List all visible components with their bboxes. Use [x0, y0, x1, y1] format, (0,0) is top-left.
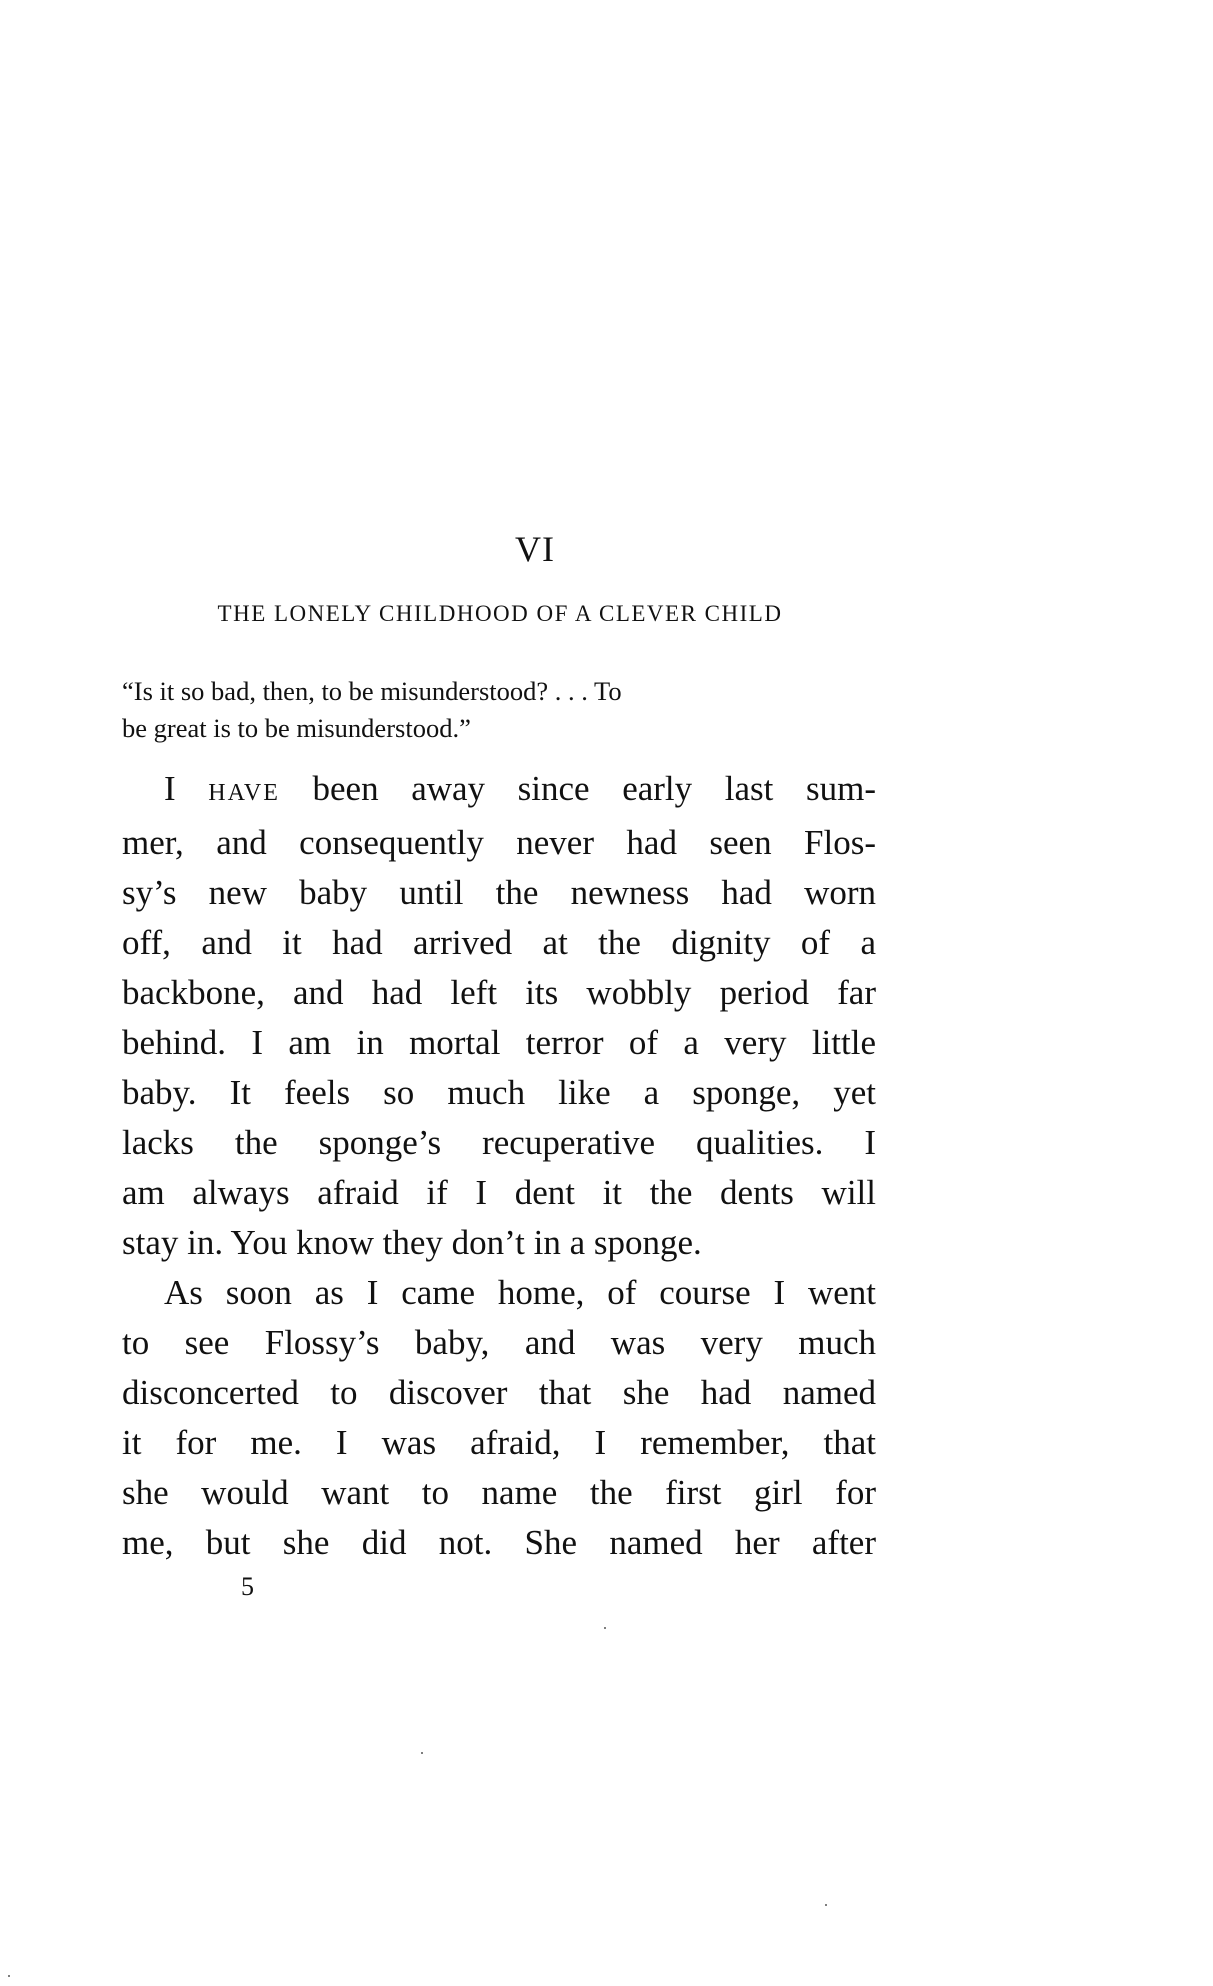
- body-line: behind. I am in mortal terror of a very little: [122, 1023, 876, 1062]
- body-line: baby. It feels so much like a sponge, yet: [122, 1073, 876, 1112]
- body-line: stay in. You know they don’t in a sponge.: [122, 1223, 702, 1262]
- epigraph-line: be great is to be misunderstood.”: [122, 713, 471, 743]
- opening-word: I: [164, 769, 176, 808]
- chapter-number: VI: [515, 529, 555, 569]
- body-line: she would want to name the first girl for: [122, 1473, 876, 1512]
- first-line-rest: been away since early last sum-: [312, 769, 877, 808]
- scan-speck: [8, 1975, 10, 1977]
- opening-smallcaps: HAVE: [208, 780, 280, 806]
- body-line: [122, 764, 876, 818]
- body-text: [122, 764, 876, 1568]
- body-line: am always afraid if I dent it the dents will: [122, 1173, 876, 1212]
- epigraph: [122, 673, 874, 747]
- page-number: 5: [241, 1572, 254, 1601]
- body-line: backbone, and had left its wobbly period far: [122, 973, 876, 1012]
- body-line: sy’s new baby until the newness had worn: [122, 873, 876, 912]
- body-line: me, but she did not. She named her after: [122, 1523, 876, 1562]
- body-line: disconcerted to discover that she had named: [122, 1373, 876, 1412]
- chapter-title: THE LONELY CHILDHOOD OF A CLEVER CHILD: [217, 601, 783, 626]
- body-line: to see Flossy’s baby, and was very much: [122, 1323, 876, 1362]
- scan-speck: [825, 1904, 827, 1906]
- scan-speck: [421, 1752, 423, 1754]
- scan-speck: [604, 1627, 606, 1629]
- epigraph-line: “Is it so bad, then, to be misunderstood? . . . To: [122, 676, 622, 706]
- body-line: As soon as I came home, of course I went: [164, 1273, 876, 1312]
- body-line: mer, and consequently never had seen Flos-: [122, 823, 876, 862]
- body-line: off, and it had arrived at the dignity of a: [122, 923, 876, 962]
- body-line: lacks the sponge’s recuperative qualities. I: [122, 1123, 876, 1162]
- body-line: it for me. I was afraid, I remember, that: [122, 1423, 876, 1462]
